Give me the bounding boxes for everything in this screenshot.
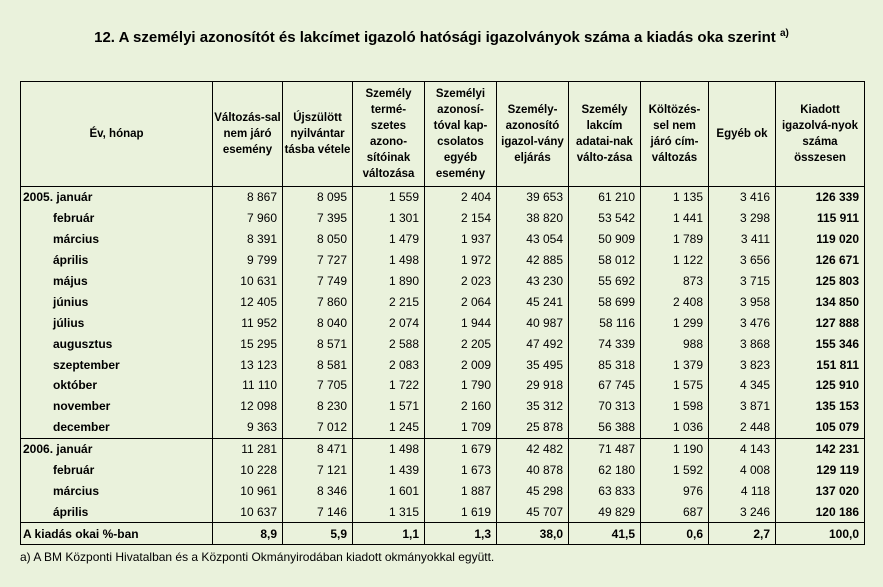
table-cell: 2 064	[425, 291, 497, 312]
table-cell: 1 937	[425, 229, 497, 250]
table-cell: 12 098	[213, 396, 283, 417]
table-row	[21, 208, 865, 229]
table-cell: 1 379	[641, 354, 709, 375]
summary-cell: 8,9	[213, 523, 283, 545]
table-cell: 1 245	[353, 417, 425, 438]
table-cell: 15 295	[213, 333, 283, 354]
table-cell: 3 823	[709, 354, 776, 375]
table-cell: 2 083	[353, 354, 425, 375]
table-cell: 70 313	[569, 396, 641, 417]
data-table	[20, 81, 865, 545]
table-cell: 687	[641, 501, 709, 522]
table-cell: 9 363	[213, 417, 283, 438]
table-cell: 3 871	[709, 396, 776, 417]
table-cell: 7 012	[283, 417, 353, 438]
table-row	[21, 375, 865, 396]
table-cell: 1 299	[641, 312, 709, 333]
table-cell: 1 036	[641, 417, 709, 438]
row-label: február	[21, 208, 213, 229]
table-cell: 1 619	[425, 501, 497, 522]
summary-cell: 0,6	[641, 523, 709, 545]
summary-row	[21, 523, 865, 545]
table-cell: 11 952	[213, 312, 283, 333]
table-cell: 8 040	[283, 312, 353, 333]
table-cell: 2 009	[425, 354, 497, 375]
table-cell: 11 281	[213, 438, 283, 459]
table-cell: 1 890	[353, 271, 425, 292]
table-cell: 3 476	[709, 312, 776, 333]
table-cell: 58 116	[569, 312, 641, 333]
table-cell: 2 074	[353, 312, 425, 333]
table-cell: 7 727	[283, 250, 353, 271]
table-cell: 2 448	[709, 417, 776, 438]
table-cell: 9 799	[213, 250, 283, 271]
table-row	[21, 291, 865, 312]
table-row	[21, 480, 865, 501]
table-cell: 13 123	[213, 354, 283, 375]
table-body	[21, 187, 865, 545]
table-cell: 3 958	[709, 291, 776, 312]
table-cell: 35 495	[497, 354, 569, 375]
column-header: Változás-sal nem járó esemény	[213, 82, 283, 187]
table-cell: 4 345	[709, 375, 776, 396]
table-cell: 1 592	[641, 460, 709, 481]
total-cell: 120 186	[776, 501, 865, 522]
table-cell: 1 789	[641, 229, 709, 250]
table-cell: 2 588	[353, 333, 425, 354]
table-cell: 1 944	[425, 312, 497, 333]
table-cell: 1 498	[353, 438, 425, 459]
total-cell: 134 850	[776, 291, 865, 312]
table-row	[21, 501, 865, 522]
table-cell: 4 118	[709, 480, 776, 501]
table-cell: 1 441	[641, 208, 709, 229]
row-label: február	[21, 460, 213, 481]
table-cell: 988	[641, 333, 709, 354]
table-cell: 43 054	[497, 229, 569, 250]
table-cell: 62 180	[569, 460, 641, 481]
column-header: Újszülött nyilvántar tásba vétele	[283, 82, 353, 187]
table-cell: 1 122	[641, 250, 709, 271]
table-cell: 7 146	[283, 501, 353, 522]
row-label: szeptember	[21, 354, 213, 375]
table-cell: 8 581	[283, 354, 353, 375]
table-row	[21, 396, 865, 417]
table-cell: 8 050	[283, 229, 353, 250]
table-cell: 40 878	[497, 460, 569, 481]
table-cell: 3 715	[709, 271, 776, 292]
row-label: 2005. január	[21, 187, 213, 208]
table-cell: 40 987	[497, 312, 569, 333]
table-cell: 1 498	[353, 250, 425, 271]
table-cell: 58 012	[569, 250, 641, 271]
table-cell: 7 960	[213, 208, 283, 229]
header-row	[21, 82, 865, 187]
table-cell: 53 542	[569, 208, 641, 229]
table-cell: 8 571	[283, 333, 353, 354]
row-label: október	[21, 375, 213, 396]
summary-cell: 5,9	[283, 523, 353, 545]
table-row	[21, 354, 865, 375]
table-cell: 29 918	[497, 375, 569, 396]
table-cell: 3 411	[709, 229, 776, 250]
table-cell: 85 318	[569, 354, 641, 375]
table-cell: 58 699	[569, 291, 641, 312]
column-header: Kiadott igazolvá-nyok száma összesen	[776, 82, 865, 187]
column-header: Egyéb ok	[709, 82, 776, 187]
table-cell: 25 878	[497, 417, 569, 438]
summary-cell: 38,0	[497, 523, 569, 545]
table-cell: 1 439	[353, 460, 425, 481]
table-cell: 1 887	[425, 480, 497, 501]
table-cell: 71 487	[569, 438, 641, 459]
table-cell: 10 961	[213, 480, 283, 501]
column-header: Személy lakcím adatai-nak válto-zása	[569, 82, 641, 187]
total-cell: 129 119	[776, 460, 865, 481]
table-cell: 38 820	[497, 208, 569, 229]
total-cell: 137 020	[776, 480, 865, 501]
table-row	[21, 250, 865, 271]
summary-label: A kiadás okai %-ban	[21, 523, 213, 545]
table-cell: 67 745	[569, 375, 641, 396]
row-label: december	[21, 417, 213, 438]
table-row	[21, 312, 865, 333]
total-cell: 119 020	[776, 229, 865, 250]
table-cell: 42 482	[497, 438, 569, 459]
total-cell: 142 231	[776, 438, 865, 459]
table-cell: 1 479	[353, 229, 425, 250]
total-cell: 135 153	[776, 396, 865, 417]
table-cell: 1 559	[353, 187, 425, 208]
table-cell: 35 312	[497, 396, 569, 417]
column-header: Személy-azonosító igazol-vány eljárás	[497, 82, 569, 187]
table-cell: 49 829	[569, 501, 641, 522]
table-cell: 2 023	[425, 271, 497, 292]
table-row	[21, 229, 865, 250]
table-cell: 1 190	[641, 438, 709, 459]
total-cell: 125 910	[776, 375, 865, 396]
table-cell: 1 575	[641, 375, 709, 396]
table-cell: 39 653	[497, 187, 569, 208]
table-cell: 1 571	[353, 396, 425, 417]
table-cell: 10 228	[213, 460, 283, 481]
row-label: május	[21, 271, 213, 292]
table-cell: 1 709	[425, 417, 497, 438]
table-cell: 8 867	[213, 187, 283, 208]
table-cell: 3 656	[709, 250, 776, 271]
total-cell: 125 803	[776, 271, 865, 292]
table-cell: 1 601	[353, 480, 425, 501]
table-cell: 2 205	[425, 333, 497, 354]
table-row	[21, 187, 865, 208]
table-cell: 8 230	[283, 396, 353, 417]
table-cell: 1 673	[425, 460, 497, 481]
table-cell: 74 339	[569, 333, 641, 354]
table-cell: 45 707	[497, 501, 569, 522]
table-cell: 2 408	[641, 291, 709, 312]
column-header: Személy termé-szetes azono-sítóinak változása	[353, 82, 425, 187]
table-cell: 2 215	[353, 291, 425, 312]
table-row	[21, 417, 865, 438]
table-cell: 10 637	[213, 501, 283, 522]
row-label: március	[21, 480, 213, 501]
total-cell: 127 888	[776, 312, 865, 333]
row-label: július	[21, 312, 213, 333]
table-cell: 7 121	[283, 460, 353, 481]
table-cell: 8 346	[283, 480, 353, 501]
table-row	[21, 438, 865, 459]
table-cell: 8 471	[283, 438, 353, 459]
table-cell: 8 095	[283, 187, 353, 208]
table-cell: 56 388	[569, 417, 641, 438]
table-cell: 63 833	[569, 480, 641, 501]
table-cell: 4 008	[709, 460, 776, 481]
row-label: június	[21, 291, 213, 312]
row-label: április	[21, 501, 213, 522]
table-cell: 45 241	[497, 291, 569, 312]
table-row	[21, 271, 865, 292]
title-footnote-mark: a)	[779, 28, 789, 39]
table-cell: 1 790	[425, 375, 497, 396]
table-cell: 10 631	[213, 271, 283, 292]
table-cell: 3 298	[709, 208, 776, 229]
column-header: Személyi azonosí-tóval kap-csolatos egyéb esemény	[425, 82, 497, 187]
table-cell: 50 909	[569, 229, 641, 250]
table-cell: 7 860	[283, 291, 353, 312]
total-cell: 126 339	[776, 187, 865, 208]
table-cell: 1 598	[641, 396, 709, 417]
table-cell: 4 143	[709, 438, 776, 459]
table-row	[21, 333, 865, 354]
table-cell: 55 692	[569, 271, 641, 292]
row-label: április	[21, 250, 213, 271]
table-cell: 2 160	[425, 396, 497, 417]
table-cell: 12 405	[213, 291, 283, 312]
table-row	[21, 460, 865, 481]
table-cell: 11 110	[213, 375, 283, 396]
table-cell: 1 972	[425, 250, 497, 271]
table-cell: 7 705	[283, 375, 353, 396]
table-cell: 7 395	[283, 208, 353, 229]
row-label: március	[21, 229, 213, 250]
column-header: Év, hónap	[21, 82, 213, 187]
table-cell: 61 210	[569, 187, 641, 208]
table-cell: 2 154	[425, 208, 497, 229]
footnote: a) A BM Központi Hivatalban és a Központi Okmányirodában kiadott okmányokkal együtt.	[20, 550, 495, 564]
row-label: november	[21, 396, 213, 417]
total-cell: 115 911	[776, 208, 865, 229]
summary-cell: 1,1	[353, 523, 425, 545]
table-cell: 1 315	[353, 501, 425, 522]
summary-cell: 1,3	[425, 523, 497, 545]
table-cell: 976	[641, 480, 709, 501]
summary-cell: 2,7	[709, 523, 776, 545]
table-cell: 47 492	[497, 333, 569, 354]
table-cell: 42 885	[497, 250, 569, 271]
table-cell: 43 230	[497, 271, 569, 292]
total-cell: 105 079	[776, 417, 865, 438]
table-cell: 1 301	[353, 208, 425, 229]
table-cell: 8 391	[213, 229, 283, 250]
table-cell: 2 404	[425, 187, 497, 208]
total-cell: 155 346	[776, 333, 865, 354]
title-text: 12. A személyi azonosítót és lakcímet igazoló hatósági igazolványok száma a kiadás oka szerint	[94, 29, 776, 46]
table-cell: 45 298	[497, 480, 569, 501]
summary-cell: 41,5	[569, 523, 641, 545]
row-label: augusztus	[21, 333, 213, 354]
total-cell: 126 671	[776, 250, 865, 271]
table-cell: 873	[641, 271, 709, 292]
table-cell: 7 749	[283, 271, 353, 292]
table-cell: 1 135	[641, 187, 709, 208]
table-cell: 3 868	[709, 333, 776, 354]
column-header: Költözés-sel nem járó cím-változás	[641, 82, 709, 187]
total-cell: 151 811	[776, 354, 865, 375]
table-cell: 3 416	[709, 187, 776, 208]
summary-cell: 100,0	[776, 523, 865, 545]
table-cell: 1 722	[353, 375, 425, 396]
table-cell: 1 679	[425, 438, 497, 459]
table-cell: 3 246	[709, 501, 776, 522]
page-title	[0, 28, 883, 46]
row-label: 2006. január	[21, 438, 213, 459]
